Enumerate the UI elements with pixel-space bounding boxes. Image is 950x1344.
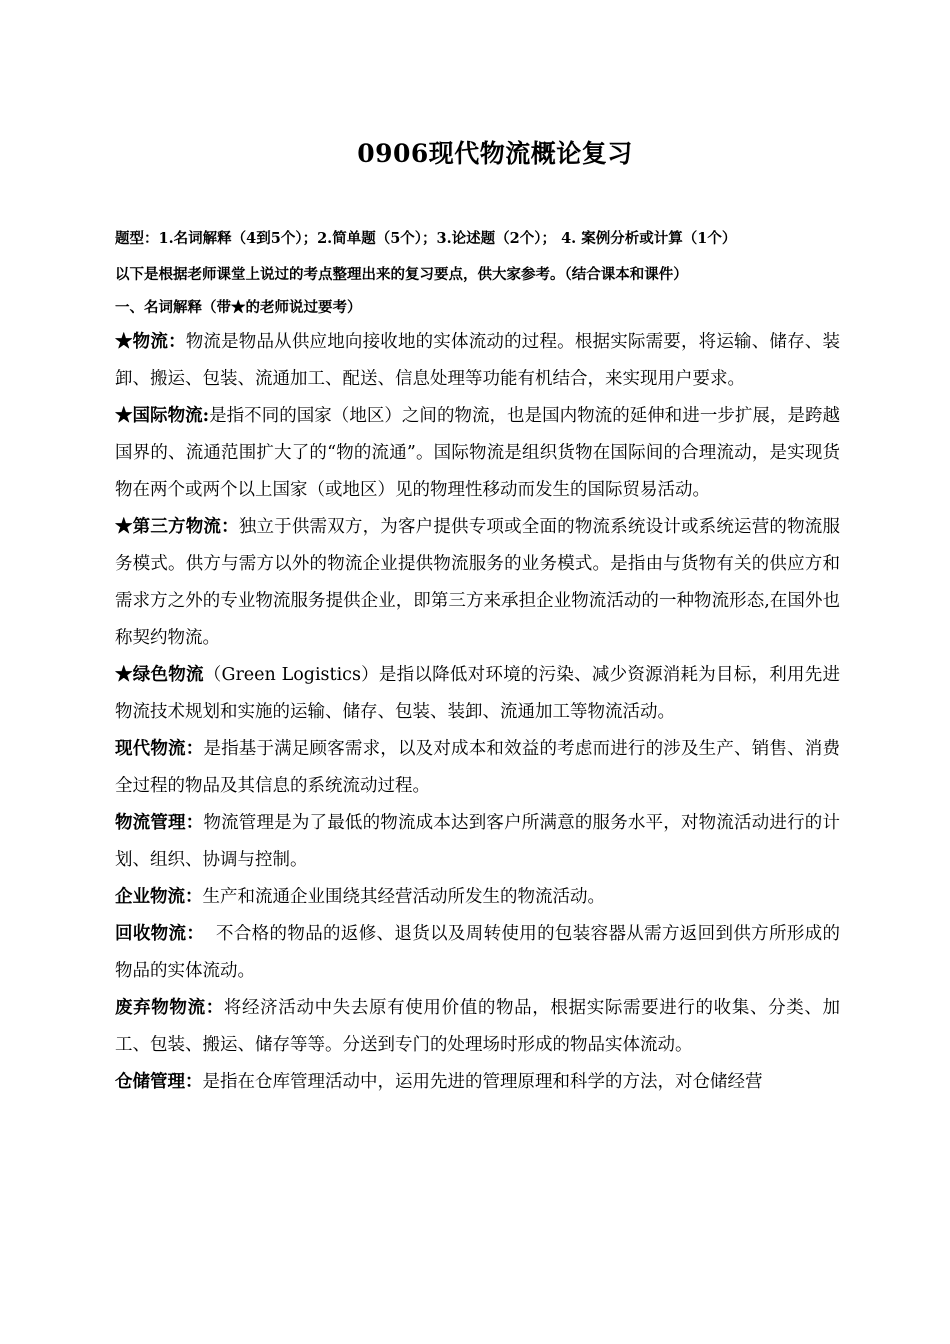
entry-separator: ： — [221, 517, 239, 537]
review-notice: 以下是根据老师课堂上说过的考点整理出来的复习要点，供大家参考。（结合课本和课件） — [115, 266, 688, 283]
entry-warehouse-management — [115, 1064, 840, 1101]
entry-term: ★国际物流 — [115, 406, 203, 426]
entry-separator: ： — [185, 1072, 203, 1092]
document-body — [115, 224, 840, 1101]
entry-term: 回收物流 — [115, 924, 187, 944]
entry-term: 废弃物物流 — [115, 998, 206, 1018]
entry-separator: ： — [185, 813, 204, 833]
entry-definition: （Green Logistics）是指以降低对环境的污染、减少资源消耗为目标，利用先进物流技术规划和实施的运输、储存、包装、装卸、流通加工等物流活动。 — [115, 665, 840, 722]
entry-enterprise-logistics — [115, 879, 840, 916]
entry-logistics-management — [115, 805, 840, 879]
entry-separator: ： — [185, 739, 204, 759]
entry-third-party-logistics — [115, 509, 840, 657]
entry-definition: 物流管理是为了最低的物流成本达到客户所满意的服务水平，对物流活动进行的计划、组织、协调与控制。 — [115, 813, 840, 870]
entry-definition: 将经济活动中失去原有使用价值的物品，根据实际需要进行的收集、分类、加工、包装、搬运、储存等等。分送到专门的处理场时形成的物品实体流动。 — [115, 998, 841, 1055]
entry-separator: : — [202, 406, 210, 426]
entry-international-logistics — [115, 398, 840, 509]
entry-term: ★物流 — [115, 332, 169, 352]
entry-term: ★第三方物流 — [115, 517, 222, 537]
entry-modern-logistics — [115, 731, 840, 805]
entry-definition: 生产和流通企业围绕其经营活动所发生的物流活动。 — [202, 887, 605, 907]
entry-definition: 是指不同的国家（地区）之间的物流，也是国内物流的延伸和进一步扩展，是跨越国界的、流通范围扩大了的“物的流通”。国际物流是组织货物在国际间的合理流动，是实现货物在两个或两个以上国家（或地区）见的物理性移动而发生的国际贸易活动。 — [115, 406, 841, 500]
document-title: 0906现代物流概论复习 — [357, 139, 633, 168]
entry-definition: 是指在仓库管理活动中，运用先进的管理原理和科学的方法，对仓储经营 — [202, 1072, 763, 1092]
entry-separator: ： — [168, 332, 186, 352]
entry-term: 现代物流 — [115, 739, 186, 759]
entry-term: ★绿色物流 — [115, 665, 204, 685]
entry-term: 企业物流 — [115, 887, 185, 907]
entry-separator: ： — [205, 998, 224, 1018]
entry-waste-logistics — [115, 990, 840, 1064]
entry-reverse-logistics — [115, 916, 840, 990]
entry-separator: ： — [186, 924, 205, 944]
entry-logistics — [115, 324, 840, 398]
section-heading: 一、名词解释（带★的老师说过要考） — [115, 299, 362, 316]
entry-separator: ： — [185, 887, 203, 907]
entry-term: 仓储管理 — [115, 1072, 185, 1092]
entry-definition: 独立于供需双方，为客户提供专项或全面的物流系统设计或系统运营的物流服务模式。供方与需方以外的物流企业提供物流服务的业务模式。是指由与货物有关的供应方和需求方之外的专业物流服务提供企业，即第三方来承担企业物流活动的一种物流形态,在国外也称契约物流。 — [115, 517, 840, 648]
entry-definition: 是指基于满足顾客需求，以及对成本和效益的考虑而进行的涉及生产、销售、消费全过程的物品及其信息的系统流动过程。 — [115, 739, 840, 796]
entry-definition: 不合格的物品的返修、退货以及周转使用的包装容器从需方返回到供方所形成的物品的实体流动。 — [115, 924, 841, 981]
entry-green-logistics — [115, 657, 840, 731]
entry-definition: 物流是物品从供应地向接收地的实体流动的过程。根据实际需要，将运输、储存、装卸、搬运、包装、流通加工、配送、信息处理等功能有机结合，来实现用户要求。 — [115, 332, 840, 389]
entry-term: 物流管理 — [115, 813, 186, 833]
question-types-line: 题型：1.名词解释（4到5个）；2.简单题（5个）；3.论述题（2个）； 4. 案例分析或计算（1个） — [115, 230, 737, 247]
